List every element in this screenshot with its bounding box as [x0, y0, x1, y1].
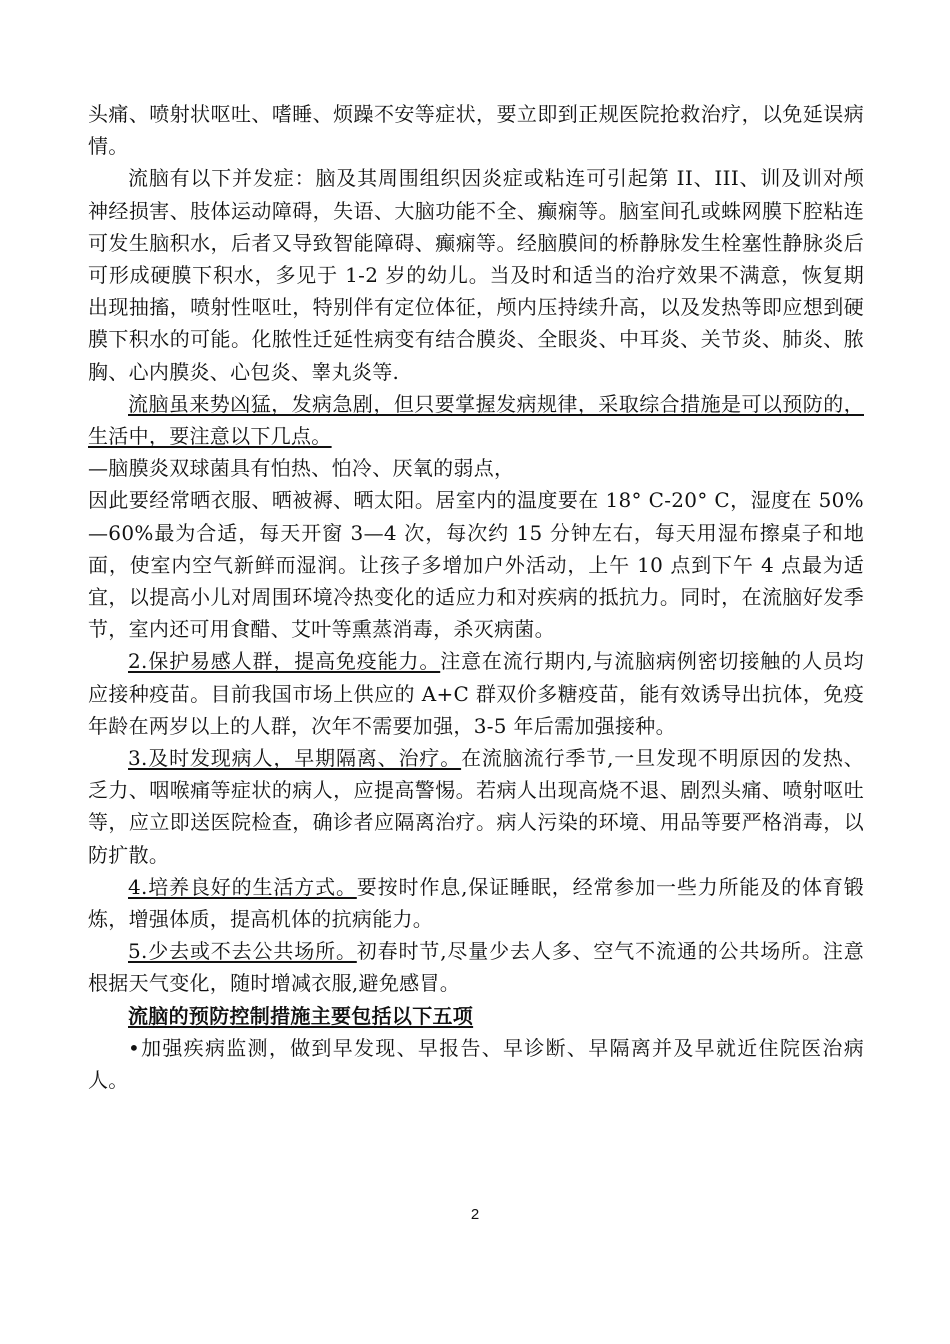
paragraph-symptoms-end: 头痛、喷射状呕吐、嗜睡、烦躁不安等症状，要立即到正规医院抢救治疗，以免延误病情。: [88, 102, 864, 159]
section-heading: [88, 1000, 864, 1032]
item-5-title: 5.少去或不去公共场所。: [128, 939, 357, 964]
item-5-text: 初春时节,尽量少去人多、空气不流通的公共场所。注意根据天气变化，随时增减衣服,避免感冒。: [88, 939, 864, 996]
page-number: 2: [470, 1206, 480, 1223]
list-item-5: [88, 935, 864, 999]
bullet-item-1: •加强疾病监测，做到早发现、早报告、早诊断、早隔离并及早就近住院医治病人。: [88, 1035, 864, 1093]
paragraph-prevention-intro: [88, 388, 864, 452]
item-2-title: 2.保护易感人群，提高免疫能力。: [128, 649, 441, 674]
list-item-2: [88, 645, 864, 742]
list-item-4: [88, 871, 864, 935]
paragraph-environment-measures: 因此要经常晒衣服、晒被褥、晒太阳。居室内的温度要在 18° C-20° C，湿度在 50%—60%最为合适，每天开窗 3—4 次，每次约 15 分钟左右，每天用湿布擦桌子和地面，使室内空气新鲜而湿润。让孩子多增加户外活动，上午 10 点到下午 4 点最为适宜，以提高小儿对周围环境冷热变化的适应力和对疾病的抵抗力。同时，在流脑好发季节，室内还可用食醋、艾叶等熏蒸消毒，杀灭病菌。: [88, 488, 864, 642]
item-2-text: 注意在流行期内,与流脑病例密切接触的人员均应接种疫苗。目前我国市场上供应的 A+C 群双价多糖疫苗，能有效诱导出抗体，免疫年龄在两岁以上的人群，次年不需要加强，3-5 年后需加强接种。: [88, 649, 864, 738]
paragraph-bacteria-weakness: —脑膜炎双球菌具有怕热、怕冷、厌氧的弱点，: [88, 456, 515, 481]
prevention-intro-text: 流脑虽来势凶猛，发病急剧，但只要掌握发病规律，采取综合措施是可以预防的，生活中，要注意以下几点。: [88, 391, 864, 449]
paragraph-complications: 流脑有以下并发症：脑及其周围组织因炎症或粘连可引起第 II、III、训及训对颅神经损害、肢体运动障碍，失语、大脑功能不全、癫痫等。脑室间孔或蛛网膜下腔粘连可发生脑积水，后者又导致智能障碍、癫痫等。经脑膜间的桥静脉发生栓塞性静脉炎后可形成硬膜下积水，多见于 1-2 岁的幼儿。当及时和适当的治疗效果不满意，恢复期出现抽搐，喷射性呕吐，特别伴有定位体征，颅内压持续升高，以及发热等即应想到硬膜下积水的可能。化脓性迁延性病变有结合膜炎、全眼炎、中耳炎、关节炎、肺炎、脓胸、心内膜炎、心包炎、睾丸炎等.: [88, 166, 864, 384]
document-body: [88, 98, 864, 1096]
list-item-3: [88, 742, 864, 871]
heading-text: 流脑的预防控制措施主要包括以下五项: [128, 1003, 474, 1028]
item-3-title: 3.及时发现病人，早期隔离、治疗。: [128, 746, 462, 771]
item-3-text: 在流脑流行季节,一旦发现不明原因的发热、乏力、咽喉痛等症状的病人，应提高警惕。若病人出现高烧不退、剧烈头痛、喷射呕吐等，应立即送医院检查，确诊者应隔离治疗。病人污染的环境、用品等要严格消毒，以防扩散。: [88, 746, 864, 867]
item-4-text: 要按时作息,保证睡眠，经常参加一些力所能及的体育锻炼，增强体质，提高机体的抗病能力。: [88, 874, 864, 932]
item-4-title: 4.培养良好的生活方式。: [128, 874, 357, 899]
